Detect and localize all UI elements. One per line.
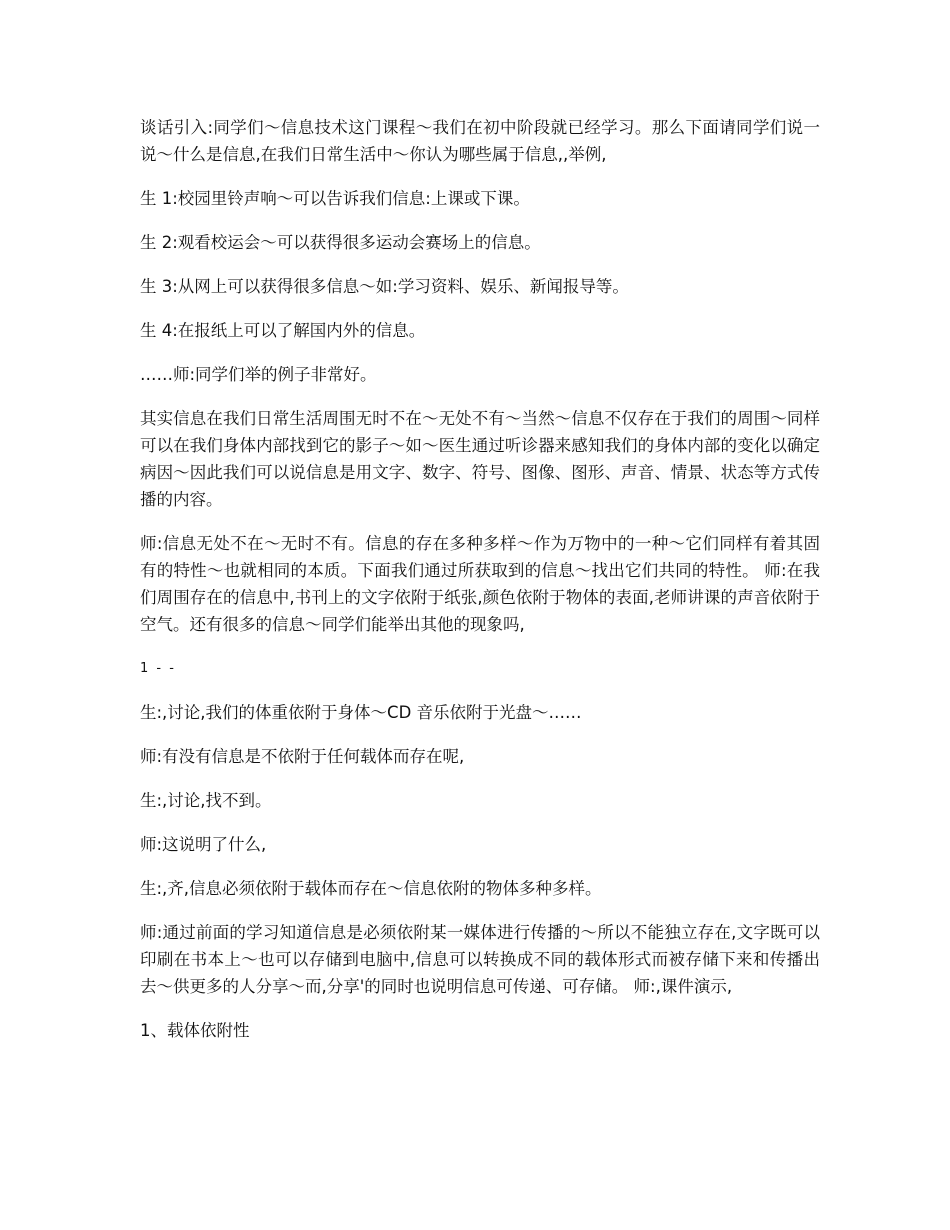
page-number: 1 - - bbox=[140, 661, 176, 676]
paragraph-teacher-praise: ……师:同学们举的例子非常好。 bbox=[140, 365, 377, 384]
paragraph-teacher-characteristics: 师:信息无处不在～无时不有。信息的存在多种多样～作为万物中的一种～它们同样有着其固有的特性～也就相同的本质。下面我们通过所获取到的信息～找出它们共同的特性。 师:在我们周围存在的信息中,书刊上的文字依附于纸张,颜色依附于物体的表面,老师讲课的声音依附于空气。还有很多的信息～同学们能举出其他的现象吗, bbox=[140, 534, 820, 634]
paragraph-student-3: 生 3:从网上可以获得很多信息～如:学习资料、娱乐、新闻报导等。 bbox=[140, 277, 629, 296]
document-page bbox=[140, 114, 820, 1061]
paragraph-student-discussion: 生:,讨论,我们的体重依附于身体～CD 音乐依附于光盘～…… bbox=[140, 703, 582, 722]
paragraph-student-2: 生 2:观看校运会～可以获得很多运动会赛场上的信息。 bbox=[140, 233, 541, 252]
paragraph-student-answer: 生:,讨论,找不到。 bbox=[140, 791, 272, 810]
paragraph-intro: 谈话引入:同学们～信息技术这门课程～我们在初中阶段就已经学习。那么下面请同学们说一说～什么是信息,在我们日常生活中～你认为哪些属于信息,,举例, bbox=[140, 118, 820, 164]
paragraph-information-definition: 其实信息在我们日常生活周围无时不在～无处不有～当然～信息不仅存在于我们的周围～同样可以在我们身体内部找到它的影子～如～医生通过听诊器来感知我们的身体内部的变化以确定病因～因此我们可以说信息是用文字、数字、符号、图像、图形、声音、情景、状态等方式传播的内容。 bbox=[140, 409, 820, 509]
paragraph-student-1: 生 1:校园里铃声响～可以告诉我们信息:上课或下课。 bbox=[140, 189, 530, 208]
paragraph-teacher-followup: 师:这说明了什么, bbox=[140, 835, 267, 854]
section-heading: 1、载体依附性 bbox=[140, 1021, 250, 1040]
paragraph-student-conclusion: 生:,齐,信息必须依附于载体而存在～信息依附的物体多种多样。 bbox=[140, 879, 602, 898]
paragraph-teacher-question: 师:有没有信息是不依附于任何载体而存在呢, bbox=[140, 747, 465, 766]
paragraph-teacher-summary: 师:通过前面的学习知道信息是必须依附某一媒体进行传播的～所以不能独立存在,文字既可以印刷在书本上～也可以存储到电脑中,信息可以转换成不同的载体形式而被存储下来和传播出去～供更多的人分享～而,分享'的同时也说明信息可传递、可存储。 师:,课件演示, bbox=[140, 923, 820, 996]
paragraph-student-4: 生 4:在报纸上可以了解国内外的信息。 bbox=[140, 321, 426, 340]
